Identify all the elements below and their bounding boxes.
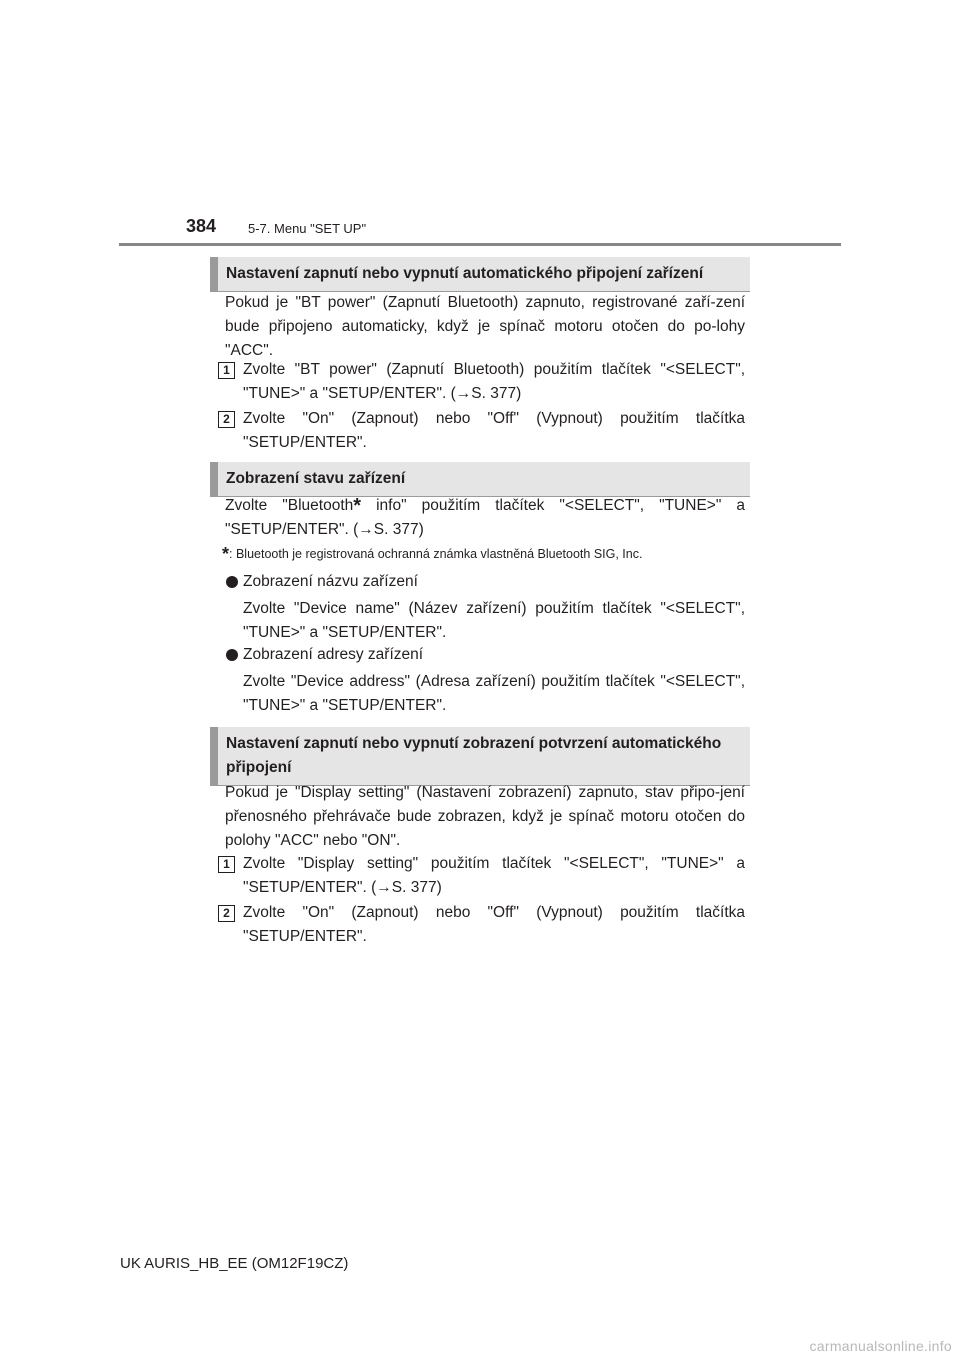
manual-model-code: UK AURIS_HB_EE (OM12F19CZ) [120, 1255, 349, 1272]
step-text: Zvolte "Display setting" použitím tlačítek "<SELECT", "TUNE>" a "SETUP/ENTER". (→S. 377) [243, 855, 745, 897]
section-heading-display-confirmation: Nastavení zapnutí nebo vypnutí zobrazení potvrzení automatického připojení [210, 727, 750, 786]
step-text: Zvolte "On" (Zapnout) nebo "Off" (Vypnout) použitím tlačítka "SETUP/ENTER". [243, 410, 745, 452]
step-text: Zvolte "On" (Zapnout) nebo "Off" (Vypnout) použitím tlačítka "SETUP/ENTER". [243, 904, 745, 946]
section-intro-device-status [225, 494, 745, 542]
chapter-title: 5-7. Menu "SET UP" [248, 221, 367, 236]
section-intro-display-confirmation: Pokud je "Display setting" (Nastavení zobrazení) zapnuto, stav připo-jení přenosného přehrávače bude zobrazen, když je spínač motoru otočen do polohy "ACC" nebo "ON". [225, 784, 745, 850]
step-number-badge: 2 [218, 905, 235, 922]
header-divider [119, 243, 841, 246]
page-number: 384 [186, 216, 217, 236]
footnote-text: : Bluetooth je registrovaná ochranná známka vlastněná Bluetooth SIG, Inc. [229, 547, 643, 561]
intro-text-after: info" použitím tlačítek "<SELECT", "TUNE>" a "SETUP/ENTER". (→S. 377) [225, 497, 745, 539]
footnote [222, 546, 642, 562]
step-text: Zvolte "BT power" (Zapnutí Bluetooth) použitím tlačítek "<SELECT", "TUNE>" a "SETUP/ENTER". (→S. 377) [243, 361, 745, 403]
section-heading-auto-connect: Nastavení zapnutí nebo vypnutí automatického připojení zařízení [210, 257, 750, 292]
footnote-star: * [222, 544, 230, 564]
bullet-heading: Zobrazení názvu zařízení [243, 573, 418, 590]
step-number-badge: 1 [218, 856, 235, 873]
bullet-text: Zvolte "Device name" (Název zařízení) použitím tlačítek "<SELECT", "TUNE>" a "SETUP/ENTER". [243, 600, 745, 642]
section-intro-auto-connect: Pokud je "BT power" (Zapnutí Bluetooth) zapnuto, registrované zaří-zení bude připojeno automaticky, když je spínač motoru otočen do po-lohy "ACC". [225, 294, 745, 360]
step-number-badge: 1 [218, 362, 235, 379]
bullet-icon [226, 649, 238, 661]
section-heading-device-status: Zobrazení stavu zařízení [210, 462, 750, 497]
bullet-icon [226, 576, 238, 588]
bullet-heading: Zobrazení adresy zařízení [243, 646, 424, 663]
intro-text-before: Zvolte "Bluetooth [225, 497, 354, 514]
step-number-badge: 2 [218, 411, 235, 428]
bullet-text: Zvolte "Device address" (Adresa zařízení) použitím tlačítek "<SELECT", "TUNE>" a "SETUP/ENTER". [243, 673, 745, 715]
footnote-star: * [353, 495, 362, 517]
watermark: carmanualsonline.info [809, 1338, 952, 1354]
